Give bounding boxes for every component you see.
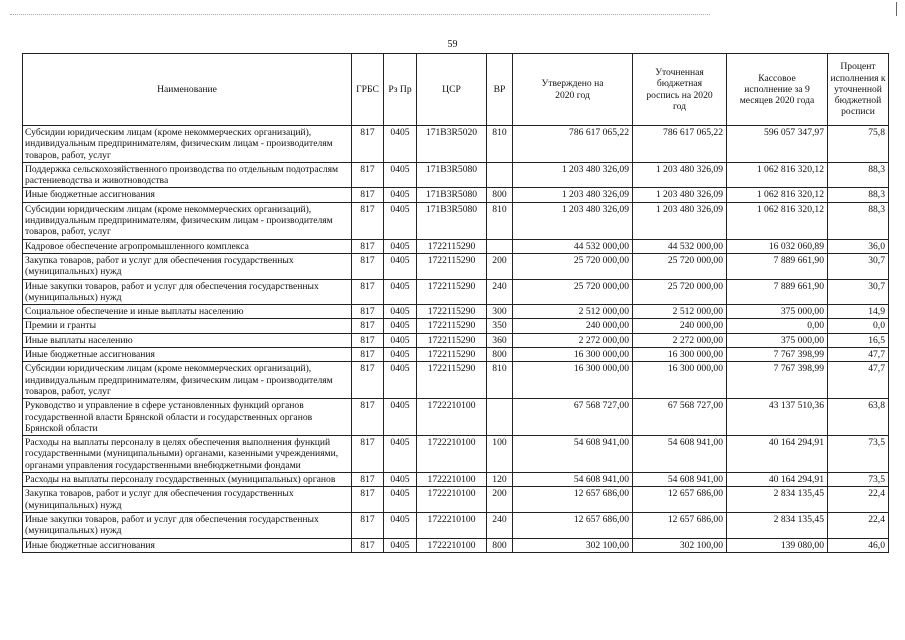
cell-grbs: 817 <box>352 436 384 473</box>
cell-csr: 1722115290 <box>417 319 487 333</box>
cell-percent: 88,3 <box>828 162 889 188</box>
table-header-row <box>23 54 889 126</box>
cell-csr: 171В3R5080 <box>417 188 487 202</box>
cell-cash: 40 164 294,91 <box>727 436 828 473</box>
cell-approved: 67 568 727,00 <box>513 399 633 436</box>
cell-refined: 44 532 000,00 <box>633 239 727 253</box>
table-row <box>23 126 889 163</box>
scan-edge-mark <box>896 2 897 16</box>
cell-percent: 30,7 <box>828 279 889 305</box>
table-row <box>23 538 889 552</box>
cell-name: Субсидии юридическим лицам (кроме некоммерческих организаций), индивидуальным предпринимателям, физическим лицам - производителям товаров, работ, услуг <box>23 362 352 399</box>
cell-approved: 302 100,00 <box>513 538 633 552</box>
cell-name: Иные выплаты населению <box>23 333 352 347</box>
cell-percent: 16,5 <box>828 333 889 347</box>
cell-grbs: 817 <box>352 333 384 347</box>
cell-rzpr: 0405 <box>384 319 417 333</box>
cell-name: Расходы на выплаты персоналу в целях обеспечения выполнения функций государственными (муниципальными) органами, казенными учреждениями, органами управления государственными внебюджетными фондами <box>23 436 352 473</box>
cell-vr: 810 <box>487 362 513 399</box>
cell-approved: 44 532 000,00 <box>513 239 633 253</box>
table-row <box>23 362 889 399</box>
cell-percent: 22,4 <box>828 487 889 513</box>
cell-refined: 2 272 000,00 <box>633 333 727 347</box>
cell-grbs: 817 <box>352 305 384 319</box>
cell-approved: 1 203 480 326,09 <box>513 188 633 202</box>
cell-name: Иные закупки товаров, работ и услуг для обеспечения государственных (муниципальных) нужд <box>23 279 352 305</box>
cell-refined: 1 203 480 326,09 <box>633 162 727 188</box>
table-row <box>23 348 889 362</box>
cell-name: Поддержка сельскохозяйственного производства по отдельным подотраслям растениеводства и животноводства <box>23 162 352 188</box>
cell-rzpr: 0405 <box>384 487 417 513</box>
cell-csr: 1722210100 <box>417 436 487 473</box>
cell-grbs: 817 <box>352 162 384 188</box>
cell-csr: 1722115290 <box>417 362 487 399</box>
table-row <box>23 436 889 473</box>
cell-cash: 1 062 816 320,12 <box>727 202 828 239</box>
cell-name: Субсидии юридическим лицам (кроме некоммерческих организаций), индивидуальным предпринимателям, физическим лицам - производителям товаров, работ, услуг <box>23 202 352 239</box>
header-vr: ВР <box>487 54 513 126</box>
cell-percent: 88,3 <box>828 202 889 239</box>
cell-grbs: 817 <box>352 202 384 239</box>
table-row <box>23 202 889 239</box>
header-approved: Утверждено на 2020 год <box>513 54 633 126</box>
cell-approved: 25 720 000,00 <box>513 253 633 279</box>
cell-refined: 2 512 000,00 <box>633 305 727 319</box>
cell-cash: 0,00 <box>727 319 828 333</box>
scan-edge-artifacts <box>0 0 905 22</box>
cell-grbs: 817 <box>352 253 384 279</box>
cell-cash: 7 889 661,90 <box>727 253 828 279</box>
cell-rzpr: 0405 <box>384 473 417 487</box>
cell-vr: 240 <box>487 512 513 538</box>
cell-grbs: 817 <box>352 348 384 362</box>
cell-cash: 2 834 135,45 <box>727 487 828 513</box>
cell-percent: 47,7 <box>828 362 889 399</box>
cell-percent: 46,0 <box>828 538 889 552</box>
cell-vr: 240 <box>487 279 513 305</box>
cell-refined: 16 300 000,00 <box>633 362 727 399</box>
cell-refined: 302 100,00 <box>633 538 727 552</box>
cell-refined: 240 000,00 <box>633 319 727 333</box>
cell-name: Иные бюджетные ассигнования <box>23 538 352 552</box>
cell-csr: 1722115290 <box>417 348 487 362</box>
cell-csr: 1722115290 <box>417 279 487 305</box>
header-refined: Уточненная бюджетная роспись на 2020 год <box>633 54 727 126</box>
cell-rzpr: 0405 <box>384 126 417 163</box>
cell-name: Кадровое обеспечение агропромышленного комплекса <box>23 239 352 253</box>
cell-refined: 12 657 686,00 <box>633 487 727 513</box>
cell-percent: 88,3 <box>828 188 889 202</box>
cell-cash: 596 057 347,97 <box>727 126 828 163</box>
table-row <box>23 239 889 253</box>
table-row <box>23 319 889 333</box>
table-row <box>23 253 889 279</box>
cell-vr: 810 <box>487 126 513 163</box>
cell-cash: 7 767 398,99 <box>727 362 828 399</box>
cell-vr: 100 <box>487 436 513 473</box>
cell-cash: 16 032 060,89 <box>727 239 828 253</box>
cell-csr: 1722115290 <box>417 305 487 319</box>
cell-approved: 25 720 000,00 <box>513 279 633 305</box>
cell-vr: 120 <box>487 473 513 487</box>
cell-percent: 22,4 <box>828 512 889 538</box>
cell-percent: 47,7 <box>828 348 889 362</box>
cell-rzpr: 0405 <box>384 162 417 188</box>
table-row <box>23 399 889 436</box>
cell-rzpr: 0405 <box>384 333 417 347</box>
cell-refined: 54 608 941,00 <box>633 473 727 487</box>
cell-rzpr: 0405 <box>384 202 417 239</box>
cell-percent: 75,8 <box>828 126 889 163</box>
cell-name: Социальное обеспечение и иные выплаты населению <box>23 305 352 319</box>
cell-grbs: 817 <box>352 512 384 538</box>
cell-grbs: 817 <box>352 239 384 253</box>
cell-refined: 25 720 000,00 <box>633 279 727 305</box>
table-row <box>23 162 889 188</box>
cell-cash: 2 834 135,45 <box>727 512 828 538</box>
cell-grbs: 817 <box>352 399 384 436</box>
cell-name: Закупка товаров, работ и услуг для обеспечения государственных (муниципальных) нужд <box>23 253 352 279</box>
cell-csr: 1722115290 <box>417 333 487 347</box>
table-row <box>23 188 889 202</box>
table-body <box>23 126 889 553</box>
cell-vr: 350 <box>487 319 513 333</box>
cell-vr: 200 <box>487 487 513 513</box>
cell-approved: 2 272 000,00 <box>513 333 633 347</box>
cell-percent: 14,9 <box>828 305 889 319</box>
cell-vr <box>487 399 513 436</box>
cell-name: Закупка товаров, работ и услуг для обеспечения государственных (муниципальных) нужд <box>23 487 352 513</box>
cell-refined: 1 203 480 326,09 <box>633 202 727 239</box>
header-rzpr: Рз Пр <box>384 54 417 126</box>
cell-grbs: 817 <box>352 538 384 552</box>
cell-csr: 1722210100 <box>417 512 487 538</box>
cell-percent: 73,5 <box>828 436 889 473</box>
cell-percent: 30,7 <box>828 253 889 279</box>
cell-cash: 7 889 661,90 <box>727 279 828 305</box>
cell-cash: 1 062 816 320,12 <box>727 188 828 202</box>
header-csr: ЦСР <box>417 54 487 126</box>
cell-vr <box>487 162 513 188</box>
cell-name: Премии и гранты <box>23 319 352 333</box>
header-percent: Процент исполнения к уточненной бюджетной росписи <box>828 54 889 126</box>
table-row <box>23 333 889 347</box>
cell-vr: 800 <box>487 188 513 202</box>
scan-dotted-line <box>10 14 710 15</box>
cell-percent: 36,0 <box>828 239 889 253</box>
cell-approved: 16 300 000,00 <box>513 348 633 362</box>
cell-refined: 1 203 480 326,09 <box>633 188 727 202</box>
cell-grbs: 817 <box>352 362 384 399</box>
cell-rzpr: 0405 <box>384 436 417 473</box>
cell-csr: 1722115290 <box>417 239 487 253</box>
header-grbs: ГРБС <box>352 54 384 126</box>
cell-vr: 300 <box>487 305 513 319</box>
cell-refined: 67 568 727,00 <box>633 399 727 436</box>
cell-approved: 1 203 480 326,09 <box>513 162 633 188</box>
cell-name: Иные закупки товаров, работ и услуг для обеспечения государственных (муниципальных) нужд <box>23 512 352 538</box>
cell-vr: 810 <box>487 202 513 239</box>
table-row <box>23 512 889 538</box>
cell-cash: 43 137 510,36 <box>727 399 828 436</box>
cell-vr: 800 <box>487 348 513 362</box>
cell-grbs: 817 <box>352 319 384 333</box>
table-row <box>23 473 889 487</box>
cell-approved: 54 608 941,00 <box>513 436 633 473</box>
cell-grbs: 817 <box>352 473 384 487</box>
cell-approved: 240 000,00 <box>513 319 633 333</box>
cell-grbs: 817 <box>352 126 384 163</box>
cell-csr: 171В3R5020 <box>417 126 487 163</box>
cell-refined: 25 720 000,00 <box>633 253 727 279</box>
cell-rzpr: 0405 <box>384 239 417 253</box>
cell-csr: 171В3R5080 <box>417 162 487 188</box>
cell-csr: 1722210100 <box>417 473 487 487</box>
cell-cash: 40 164 294,91 <box>727 473 828 487</box>
cell-grbs: 817 <box>352 188 384 202</box>
cell-csr: 1722210100 <box>417 399 487 436</box>
cell-vr: 200 <box>487 253 513 279</box>
cell-refined: 786 617 065,22 <box>633 126 727 163</box>
cell-approved: 16 300 000,00 <box>513 362 633 399</box>
cell-rzpr: 0405 <box>384 362 417 399</box>
cell-rzpr: 0405 <box>384 253 417 279</box>
cell-vr: 800 <box>487 538 513 552</box>
cell-rzpr: 0405 <box>384 305 417 319</box>
cell-name: Субсидии юридическим лицам (кроме некоммерческих организаций), индивидуальным предпринимателям, физическим лицам - производителям товаров, работ, услуг <box>23 126 352 163</box>
cell-grbs: 817 <box>352 487 384 513</box>
cell-rzpr: 0405 <box>384 188 417 202</box>
cell-refined: 16 300 000,00 <box>633 348 727 362</box>
cell-csr: 1722115290 <box>417 253 487 279</box>
table-row <box>23 305 889 319</box>
cell-cash: 7 767 398,99 <box>727 348 828 362</box>
cell-rzpr: 0405 <box>384 538 417 552</box>
cell-csr: 1722210100 <box>417 538 487 552</box>
cell-refined: 54 608 941,00 <box>633 436 727 473</box>
cell-name: Иные бюджетные ассигнования <box>23 188 352 202</box>
cell-approved: 54 608 941,00 <box>513 473 633 487</box>
cell-percent: 73,5 <box>828 473 889 487</box>
cell-refined: 12 657 686,00 <box>633 512 727 538</box>
cell-name: Руководство и управление в сфере установленных функций органов государственной власти Брянской области и государственных органов Брянской области <box>23 399 352 436</box>
page-number: 59 <box>447 39 458 50</box>
cell-percent: 63,8 <box>828 399 889 436</box>
cell-cash: 375 000,00 <box>727 333 828 347</box>
cell-cash: 139 080,00 <box>727 538 828 552</box>
cell-vr: 360 <box>487 333 513 347</box>
cell-approved: 12 657 686,00 <box>513 512 633 538</box>
cell-vr <box>487 239 513 253</box>
cell-approved: 786 617 065,22 <box>513 126 633 163</box>
cell-csr: 1722210100 <box>417 487 487 513</box>
cell-csr: 171В3R5080 <box>417 202 487 239</box>
table-row <box>23 279 889 305</box>
cell-rzpr: 0405 <box>384 279 417 305</box>
cell-grbs: 817 <box>352 279 384 305</box>
cell-name: Иные бюджетные ассигнования <box>23 348 352 362</box>
header-name: Наименование <box>23 54 352 126</box>
header-cash: Кассовое исполнение за 9 месяцев 2020 года <box>727 54 828 126</box>
cell-approved: 12 657 686,00 <box>513 487 633 513</box>
budget-execution-table <box>22 53 889 553</box>
cell-cash: 375 000,00 <box>727 305 828 319</box>
cell-cash: 1 062 816 320,12 <box>727 162 828 188</box>
cell-percent: 0,0 <box>828 319 889 333</box>
table-row <box>23 487 889 513</box>
cell-rzpr: 0405 <box>384 512 417 538</box>
cell-rzpr: 0405 <box>384 348 417 362</box>
cell-approved: 2 512 000,00 <box>513 305 633 319</box>
cell-rzpr: 0405 <box>384 399 417 436</box>
cell-approved: 1 203 480 326,09 <box>513 202 633 239</box>
cell-name: Расходы на выплаты персоналу государственных (муниципальных) органов <box>23 473 352 487</box>
